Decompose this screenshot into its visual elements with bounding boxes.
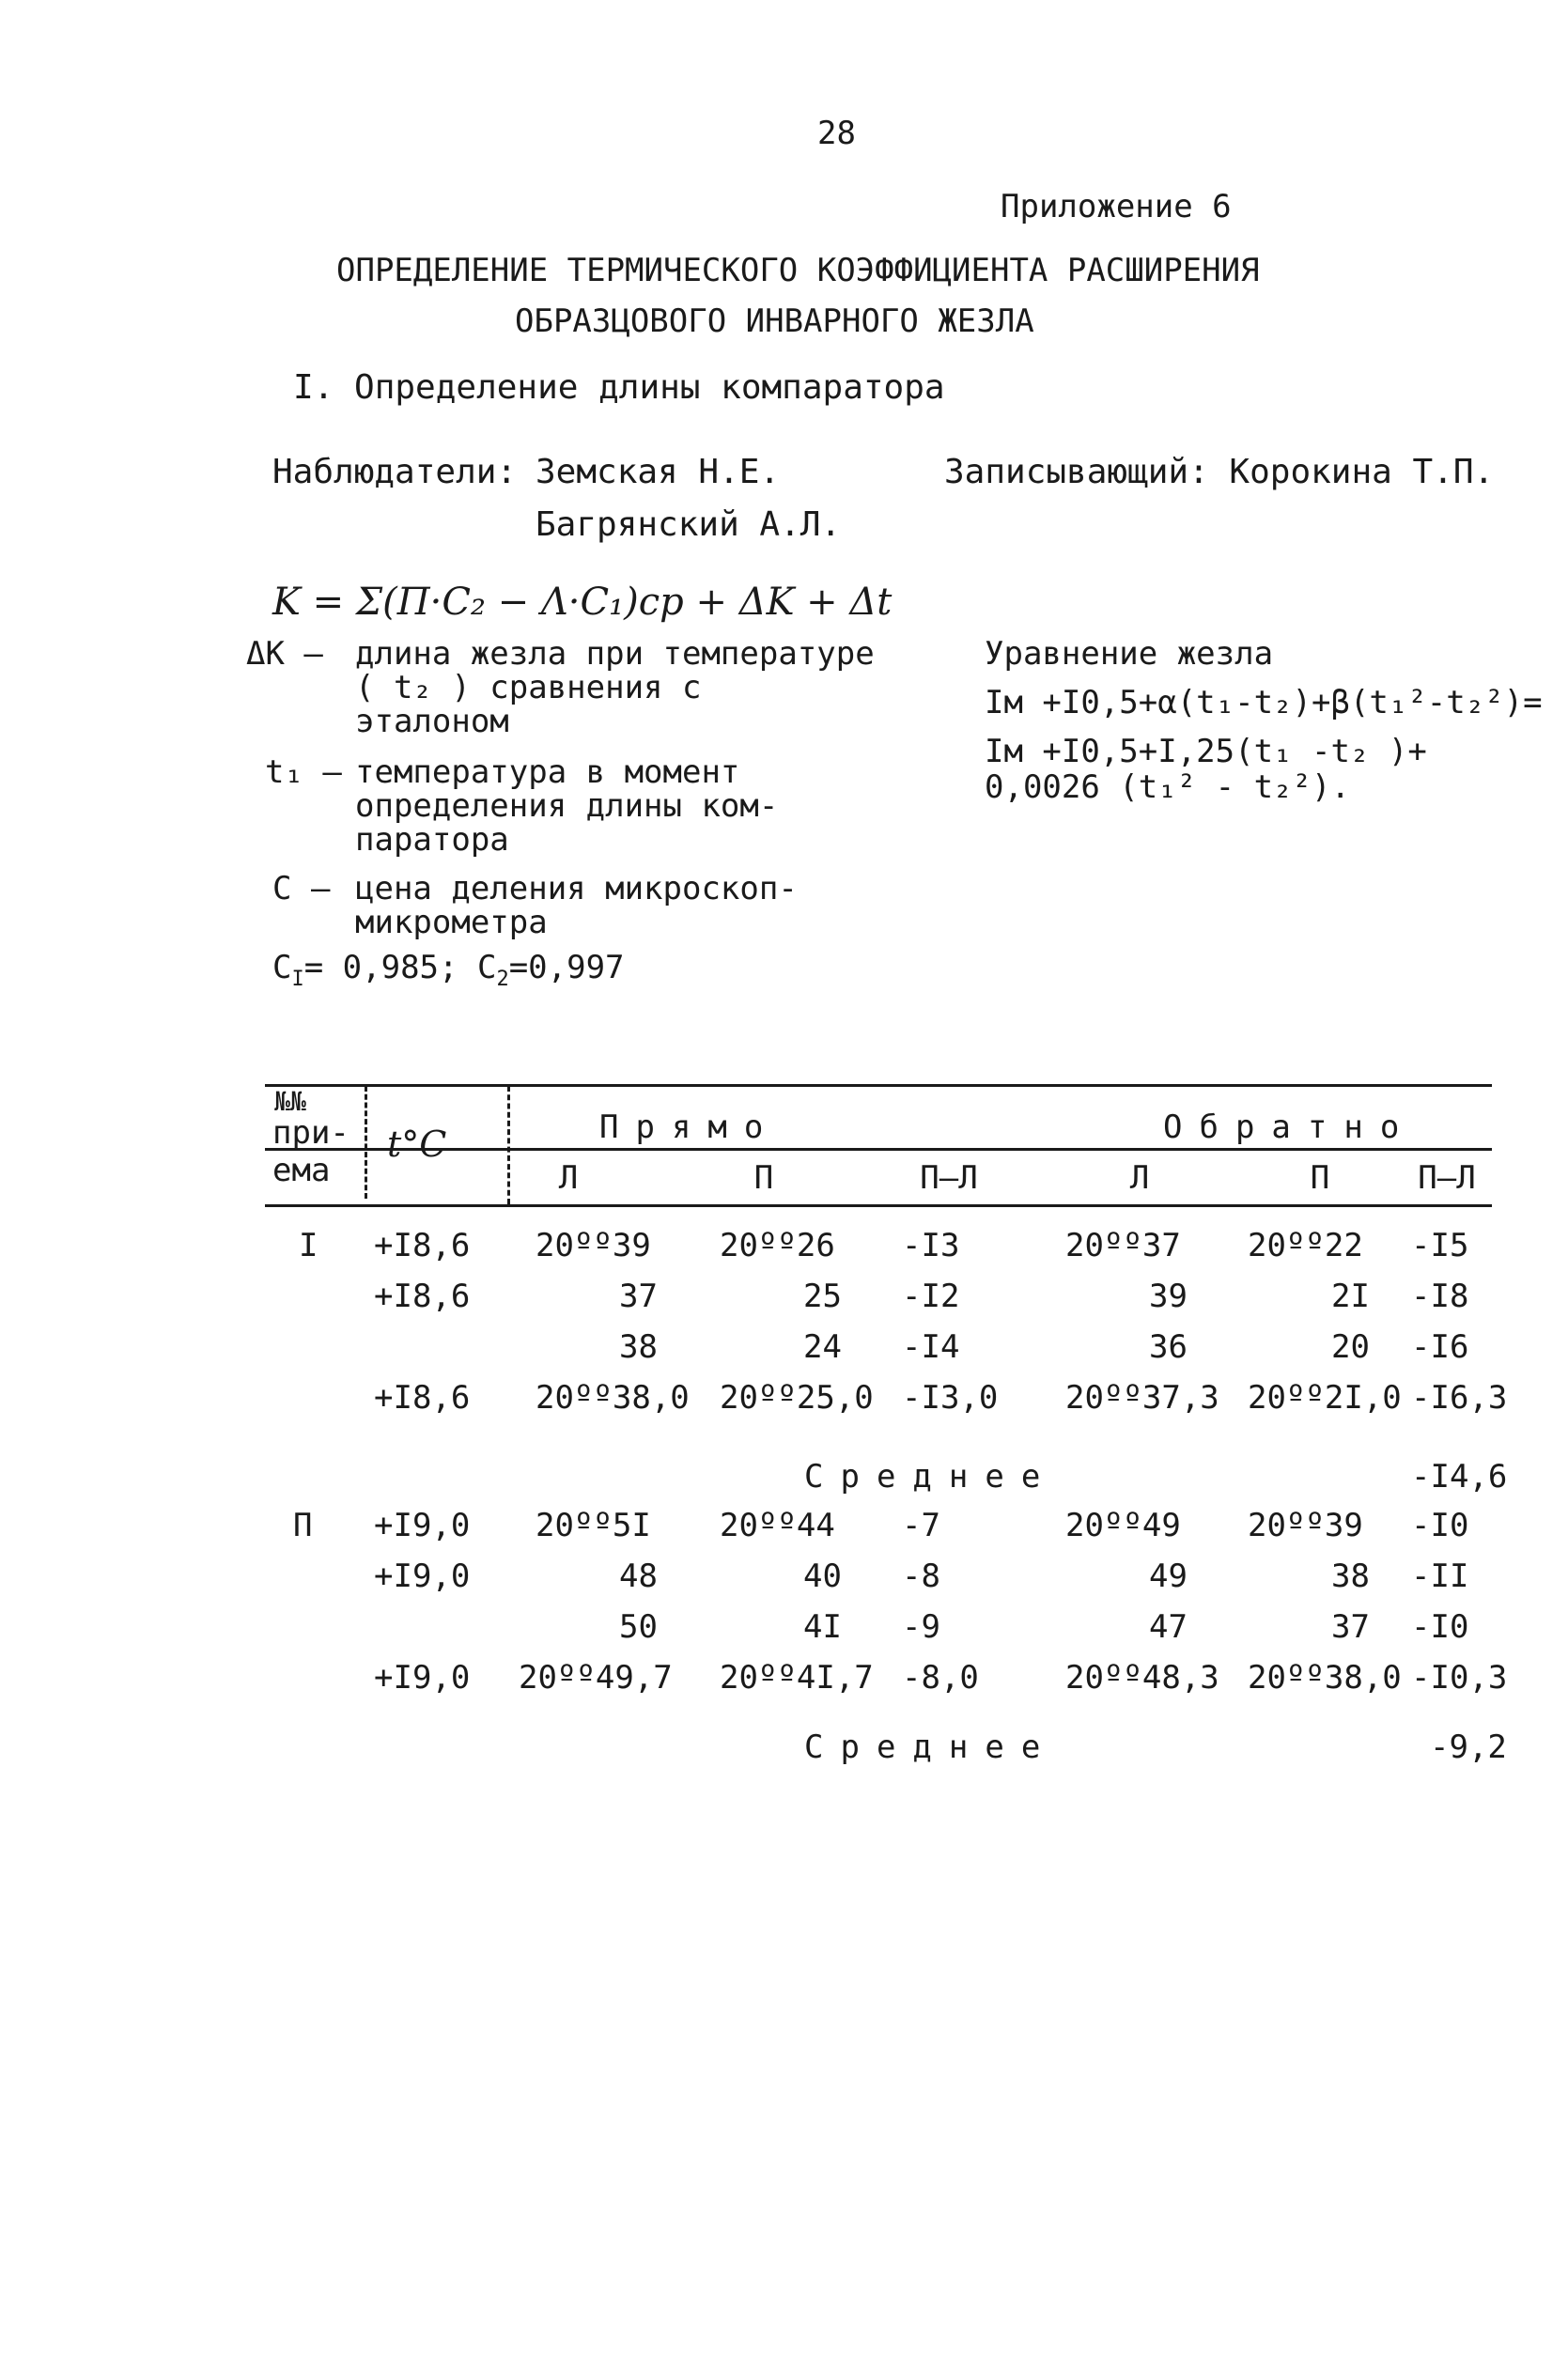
g1r3-direct-L: 38	[619, 1328, 658, 1366]
dk-line-1: длина жезла при температуре	[355, 635, 875, 673]
header-reverse-L: Л	[1129, 1159, 1150, 1197]
g1r3-direct-P: 24	[803, 1328, 842, 1366]
appendix-label: Приложение 6	[1001, 188, 1232, 225]
g1r1-reverse-L: 20ºº37	[1065, 1227, 1181, 1264]
g2r2-reverse-L: 49	[1149, 1558, 1188, 1595]
c-line-1: цена деления микроскоп-	[355, 870, 798, 907]
g1r1-direct-L: 20ºº39	[536, 1227, 651, 1264]
header-reverse-PL: П–Л	[1418, 1159, 1476, 1197]
rod-equation-line-1: Iм +I0,5+α(t₁-t₂)+β(t₁²-t₂²)=	[985, 684, 1543, 721]
header-num-2: при-	[272, 1114, 349, 1152]
header-direct-P: П	[753, 1159, 774, 1197]
group-2-number: П	[293, 1507, 313, 1544]
group-1-mean-label: Среднее	[804, 1458, 1058, 1496]
g2r4-direct-P: 20ºº4I,7	[720, 1659, 874, 1697]
dk-symbol: ΔK –	[246, 635, 323, 673]
header-temperature: t°C	[387, 1124, 447, 1165]
table-header-bottom-rule	[265, 1204, 1492, 1207]
g1r4-reverse-L: 20ºº37,3	[1065, 1379, 1219, 1417]
g2r2-temp: +I9,0	[374, 1558, 471, 1595]
g2r1-reverse-P: 20ºº39	[1248, 1507, 1363, 1544]
t1-line-1: температура в момент	[355, 753, 740, 791]
observer-2: Багрянский А.Л.	[536, 505, 842, 544]
c-values: $C_I= 0,985$; $C_2=0,997$	[272, 949, 625, 991]
g1r2-direct-PL: -I2	[902, 1278, 960, 1315]
g2r4-temp: +I9,0	[374, 1659, 471, 1697]
g1r2-reverse-P: 2I	[1331, 1278, 1370, 1315]
main-formula: K = Σ(П·C₂ − Λ·C₁)ср + ΔK + Δt	[272, 581, 893, 624]
header-direct-PL: П–Л	[920, 1159, 978, 1197]
dk-line-3: эталоном	[355, 703, 509, 740]
g2r4-reverse-P: 20ºº38,0	[1248, 1659, 1402, 1697]
g1r4-direct-P: 20ºº25,0	[720, 1379, 874, 1417]
g2r2-reverse-PL: -II	[1411, 1558, 1469, 1595]
group-1-number: I	[299, 1227, 318, 1264]
g2r1-direct-L: 20ºº5I	[536, 1507, 651, 1544]
g2r1-direct-P: 20ºº44	[720, 1507, 835, 1544]
g2r1-direct-PL: -7	[902, 1507, 940, 1544]
g2r2-direct-PL: -8	[902, 1558, 940, 1595]
g1r3-reverse-PL: -I6	[1411, 1328, 1469, 1366]
g1r1-temp: +I8,6	[374, 1227, 471, 1264]
observers-label: Наблюдатели:	[272, 453, 518, 491]
observer-1: Земская Н.Е.	[536, 453, 781, 491]
g2r4-direct-L: 20ºº49,7	[519, 1659, 673, 1697]
table-divider-1	[365, 1086, 367, 1199]
g1r3-direct-PL: -I4	[902, 1328, 960, 1366]
g2r2-reverse-P: 38	[1331, 1558, 1370, 1595]
header-num-3: ема	[272, 1152, 331, 1189]
g1r4-reverse-P: 20ºº2I,0	[1248, 1379, 1402, 1417]
g1r4-direct-L: 20ºº38,0	[536, 1379, 690, 1417]
g2r3-reverse-PL: -I0	[1411, 1608, 1469, 1646]
g1r1-direct-PL: -I3	[902, 1227, 960, 1264]
g2r1-reverse-L: 20ºº49	[1065, 1507, 1181, 1544]
g2r3-direct-P: 4I	[803, 1608, 842, 1646]
title-line-1: ОПРЕДЕЛЕНИЕ ТЕРМИЧЕСКОГО КОЭФФИЦИЕНТА РАСШИРЕНИЯ	[336, 252, 1260, 289]
g1r2-direct-P: 25	[803, 1278, 842, 1315]
g2r4-direct-PL: -8,0	[902, 1659, 979, 1697]
g2r3-reverse-P: 37	[1331, 1608, 1370, 1646]
g1r2-reverse-PL: -I8	[1411, 1278, 1469, 1315]
t1-line-3: паратора	[355, 821, 509, 859]
g2r1-reverse-PL: -I0	[1411, 1507, 1469, 1544]
table-subheader-rule	[265, 1148, 1492, 1151]
table-top-rule	[265, 1084, 1492, 1087]
header-direct: Прямо	[599, 1108, 781, 1146]
header-reverse: Обратно	[1163, 1108, 1417, 1146]
g2r1-temp: +I9,0	[374, 1507, 471, 1544]
c-symbol: C –	[272, 870, 331, 907]
section-heading: I. Определение длины компаратора	[293, 368, 945, 407]
rod-equation-line-3: 0,0026 (t₁² - t₂²).	[985, 768, 1350, 806]
table-divider-2	[507, 1086, 510, 1204]
recorder: Записывающий: Корокина Т.П.	[944, 453, 1495, 491]
g1r2-reverse-L: 39	[1149, 1278, 1188, 1315]
header-direct-L: Л	[558, 1159, 579, 1197]
g2r3-direct-L: 50	[619, 1608, 658, 1646]
g2r2-direct-P: 40	[803, 1558, 842, 1595]
g1r4-direct-PL: -I3,0	[902, 1379, 999, 1417]
g1r3-reverse-P: 20	[1331, 1328, 1370, 1366]
rod-equation-line-2: Iм +I0,5+I,25(t₁ -t₂ )+	[985, 733, 1427, 770]
rod-equation-heading: Уравнение жезла	[985, 635, 1274, 673]
g1r3-reverse-L: 36	[1149, 1328, 1188, 1366]
header-num-1: №№	[274, 1086, 306, 1117]
group-2-mean-label: Среднее	[804, 1728, 1058, 1766]
g1r2-temp: +I8,6	[374, 1278, 471, 1315]
title-line-2: ОБРАЗЦОВОГО ИНВАРНОГО ЖЕЗЛА	[515, 302, 1034, 340]
g1r2-direct-L: 37	[619, 1278, 658, 1315]
g2r3-reverse-L: 47	[1149, 1608, 1188, 1646]
g1r4-temp: +I8,6	[374, 1379, 471, 1417]
header-reverse-P: П	[1310, 1159, 1330, 1197]
g2r2-direct-L: 48	[619, 1558, 658, 1595]
g2r4-reverse-PL: -I0,3	[1411, 1659, 1508, 1697]
t1-symbol: t₁ –	[265, 753, 342, 791]
group-2-mean-value: -9,2	[1430, 1728, 1507, 1766]
g1r4-reverse-PL: -I6,3	[1411, 1379, 1508, 1417]
c-line-2: микрометра	[355, 904, 548, 941]
t1-line-2: определения длины ком-	[355, 787, 779, 825]
dk-line-2: ( t₂ ) сравнения с	[355, 669, 702, 706]
g2r4-reverse-L: 20ºº48,3	[1065, 1659, 1219, 1697]
g2r3-direct-PL: -9	[902, 1608, 940, 1646]
g1r1-direct-P: 20ºº26	[720, 1227, 835, 1264]
g1r1-reverse-P: 20ºº22	[1248, 1227, 1363, 1264]
page-number: 28	[817, 115, 856, 152]
g1r1-reverse-PL: -I5	[1411, 1227, 1469, 1264]
group-1-mean-value: -I4,6	[1411, 1458, 1508, 1496]
